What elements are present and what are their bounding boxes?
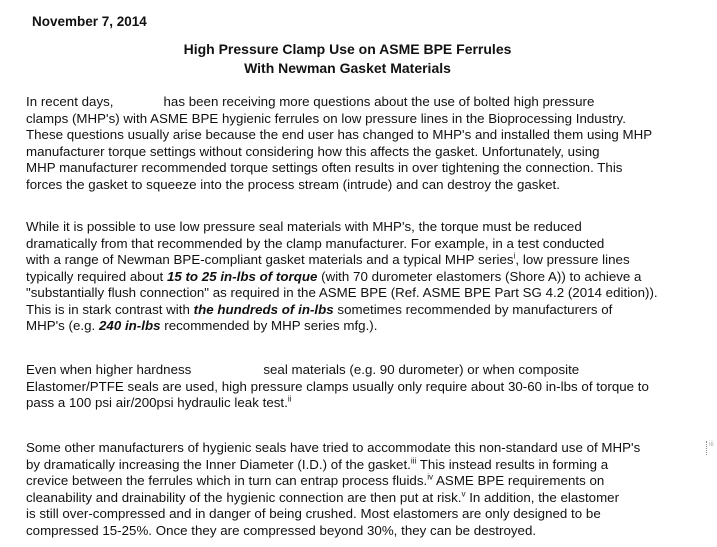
paragraph-line — [26, 473, 696, 490]
text-run: with a range of Newman BPE-compliant gasket materials and a typical MHP series — [26, 252, 514, 267]
paragraph-line: MHP manufacturer recommended torque settings often results in over tightening the connection. This — [26, 160, 623, 175]
footnote-ref: iii — [410, 456, 417, 466]
emphasis-torque-range: 15 to 25 in-lbs of torque — [166, 268, 318, 284]
text-run: In addition, the elastomer — [465, 489, 620, 505]
emphasis-240: 240 in-lbs — [98, 318, 161, 333]
paragraph-4 — [26, 440, 696, 539]
paragraph-line: forces the gasket to squeeze into the process stream (intrude) and can destroy the gasket. — [26, 176, 560, 192]
text-run: sometimes recommended by manufacturers of — [333, 301, 613, 317]
paragraph-line — [26, 362, 696, 379]
title-line-1: High Pressure Clamp Use on ASME BPE Ferrules — [183, 41, 512, 57]
text-run: , low pressure lines — [515, 252, 630, 267]
paragraph-2 — [26, 219, 696, 335]
text-run: This is in stark contrast with — [26, 301, 194, 317]
text-run: ASME BPE requirements on — [433, 473, 605, 488]
text-run: by dramatically increasing the Inner Diameter (I.D.) of the gasket. — [26, 456, 411, 472]
title-line-2: With Newman Gasket Materials — [244, 60, 451, 76]
paragraph-line — [26, 440, 696, 457]
paragraph-line: While it is possible to use low pressure seal materials with MHP's, the torque must be reduced — [26, 219, 582, 234]
text-run: typically required about — [26, 268, 167, 284]
paragraph-line: clamps (MHP's) with ASME BPE hygienic ferrules on low pressure lines in the Bioprocessing Industry. — [26, 110, 626, 126]
paragraph-line — [26, 94, 696, 111]
text-run: crevice between the ferrules which in turn can entrap process fluids. — [26, 473, 428, 488]
text-run: cleanability and drainability of the hygienic connection are then put at risk. — [26, 489, 462, 505]
paragraph-line: compressed 15-25%. Once they are compressed beyond 30%, they can be destroyed. — [26, 522, 537, 538]
footnote-ref: iv — [427, 472, 434, 482]
paragraph-line — [26, 490, 696, 507]
paragraph-line: Elastomer/PTFE seals are used, high pressure clamps usually only require about 30-60 in-lbs of torque to — [26, 378, 649, 394]
footnote-ref: ii — [287, 394, 292, 404]
text-run: In recent days, — [26, 94, 114, 109]
document-title — [150, 40, 545, 78]
text-run: has been receiving more questions about the use of bolted high pressure — [163, 94, 595, 109]
paragraph-line — [26, 302, 696, 319]
emphasis-hundreds: the hundreds of in-lbs — [193, 301, 334, 317]
paragraph-line — [26, 318, 696, 335]
paragraph-line — [26, 395, 696, 412]
paragraph-line: "substantially flush connection" as required in the ASME BPE (Ref. ASME BPE Part SG 4.2 (2014 edition)). — [26, 285, 658, 300]
text-run: MHP's (e.g. — [26, 318, 99, 333]
text-run: seal materials (e.g. 90 durometer) or when composite — [263, 362, 580, 377]
paragraph-line: These questions usually arise because the end user has changed to MHP's and installed them using MHP — [26, 127, 653, 142]
paragraph-line — [26, 457, 696, 474]
text-run: Even when higher hardness — [26, 362, 192, 377]
document-date: November 7, 2014 — [32, 14, 147, 29]
paragraph-line — [26, 252, 696, 269]
paragraph-line: is still over-compressed and in danger of being crushed. Most elastomers are only designed to be — [26, 506, 601, 521]
paragraph-3 — [26, 362, 696, 412]
paragraph-line: dramatically from that recommended by the clamp manufacturer. For example, in a test conducted — [26, 235, 605, 251]
paragraph-line — [26, 269, 696, 286]
footnote-ref: v — [461, 489, 466, 499]
scan-margin-mark: iii — [706, 441, 710, 455]
text-run: (with 70 durometer elastomers (Shore A)) to achieve a — [317, 268, 642, 284]
paragraph-line: manufacturer torque settings without considering how this affects the gasket. Unfortunately, using — [26, 143, 600, 159]
text-run: recommended by MHP series mfg.). — [160, 318, 378, 333]
footnote-ref: i — [513, 251, 516, 261]
text-run: This instead results in forming a — [416, 456, 609, 472]
paragraph-1 — [26, 94, 696, 193]
text-run: Some other manufacturers of hygienic seals have tried to accommodate this non-standard use of MHP's — [26, 440, 641, 455]
text-run: pass a 100 psi air/200psi hydraulic leak test. — [26, 395, 288, 410]
